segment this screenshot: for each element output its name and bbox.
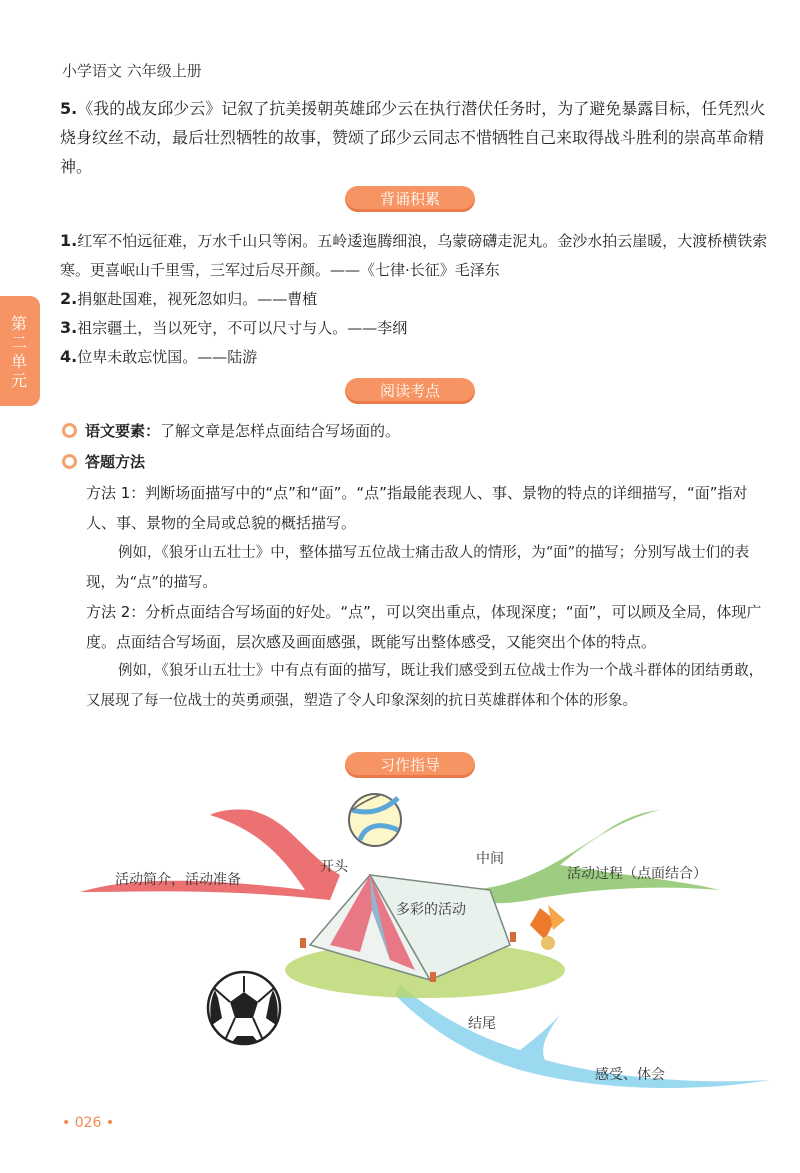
recite-text: 位卑未敢忘忧国。——陆游: [77, 348, 258, 366]
language-element-row: [62, 420, 400, 441]
page-number: • 026 •: [62, 1115, 115, 1131]
example-2: 例如，《狼牙山五壮士》中有点有面的描写，既让我们感受到五位战士作为一个战斗群体的团结勇敢，又展现了每一位战士的英勇顽强，塑造了令人印象深刻的抗日英雄群体和个体的形象。: [86, 663, 764, 709]
mind-map-branch-end: [395, 985, 770, 1088]
section-pill-writing: 习作指导: [345, 752, 475, 778]
method-heading: 答题方法: [85, 453, 146, 471]
item-number: 3.: [60, 318, 78, 337]
mind-map-center-label: 多彩的活动: [396, 902, 466, 918]
item-number: 4.: [60, 347, 78, 366]
mind-map-start-detail: 活动简介，活动准备: [115, 872, 241, 888]
recite-item-2: [60, 284, 770, 314]
method-2: 方法 2：分析点面结合写场面的好处。“点”，可以突出重点，体现深度；“面”，可以顾及全局，体现广度。点面结合写场面，层次感及画面感强，既能写出整体感受，又能突出个体的特点。: [86, 603, 762, 651]
recite-text: 祖宗疆土，当以死守，不可以尺寸与人。——李纲: [77, 319, 408, 337]
item-number: 2.: [60, 289, 78, 308]
method-heading-row: [62, 451, 145, 472]
mind-map-start-label: 开头: [320, 859, 348, 875]
section-pill-recite: 背诵积累: [345, 186, 475, 212]
shuttlecock-icon: [530, 905, 565, 950]
ring-bullet-icon: [62, 423, 77, 438]
volleyball-icon: [349, 794, 401, 846]
ring-bullet-icon: [62, 454, 77, 469]
section-pill-reading: 阅读考点: [345, 378, 475, 404]
method-1: 方法 1：判断场面描写中的“点”和“面”。“点”指最能表现人、事、景物的特点的详细描写，“面”指对人、事、景物的全局或总貌的概括描写。: [86, 484, 748, 532]
recite-text: 红军不怕远征难，万水千山只等闲。五岭逶迤腾细浪，乌蒙磅礴走泥丸。金沙水拍云崖暖，大渡桥横铁索寒。更喜岷山千里雪，三军过后尽开颜。——《七律·长征》毛泽东: [60, 232, 768, 279]
mind-map-end-label: 结尾: [468, 1016, 496, 1032]
recite-item-4: [60, 342, 770, 372]
soccer-ball-icon: [208, 972, 280, 1044]
mind-map-illustration: [0, 780, 800, 1120]
unit-side-tab: [0, 296, 40, 406]
mind-map-middle-label: 中间: [476, 851, 504, 867]
mind-map-middle-detail: 活动过程（点面结合）: [567, 866, 707, 882]
paragraph-5: [60, 94, 768, 181]
example-1: 例如，《狼牙山五壮士》中，整体描写五位战士痛击敌人的情形，为“面”的描写；分别写战士们的表现，为“点”的描写。: [86, 545, 750, 591]
recite-text: 捐躯赴国难，视死忽如归。——曹植: [77, 290, 318, 308]
unit-side-tab-label: 第二单元: [11, 314, 28, 390]
page-number-text: 026: [74, 1115, 102, 1131]
item-number: 1.: [60, 231, 78, 250]
running-header: 小学语文 六年级上册: [62, 62, 202, 80]
item-number: 5.: [60, 99, 78, 118]
mind-map-end-detail: 感受、体会: [595, 1067, 665, 1083]
paragraph-5-text: 《我的战友邱少云》记叙了抗美援朝英雄邱少云在执行潜伏任务时，为了避免暴露目标，任凭烈火烧身纹丝不动，最后壮烈牺牲的故事，赞颂了邱少云同志不惜牺牲自己来取得战斗胜利的崇高革命精神。: [60, 99, 766, 176]
language-element-label: 语文要素：: [85, 422, 161, 440]
language-element-text: 了解文章是怎样点面结合写场面的。: [160, 422, 401, 440]
recite-item-3: [60, 313, 770, 343]
recite-item-1: [60, 226, 770, 285]
